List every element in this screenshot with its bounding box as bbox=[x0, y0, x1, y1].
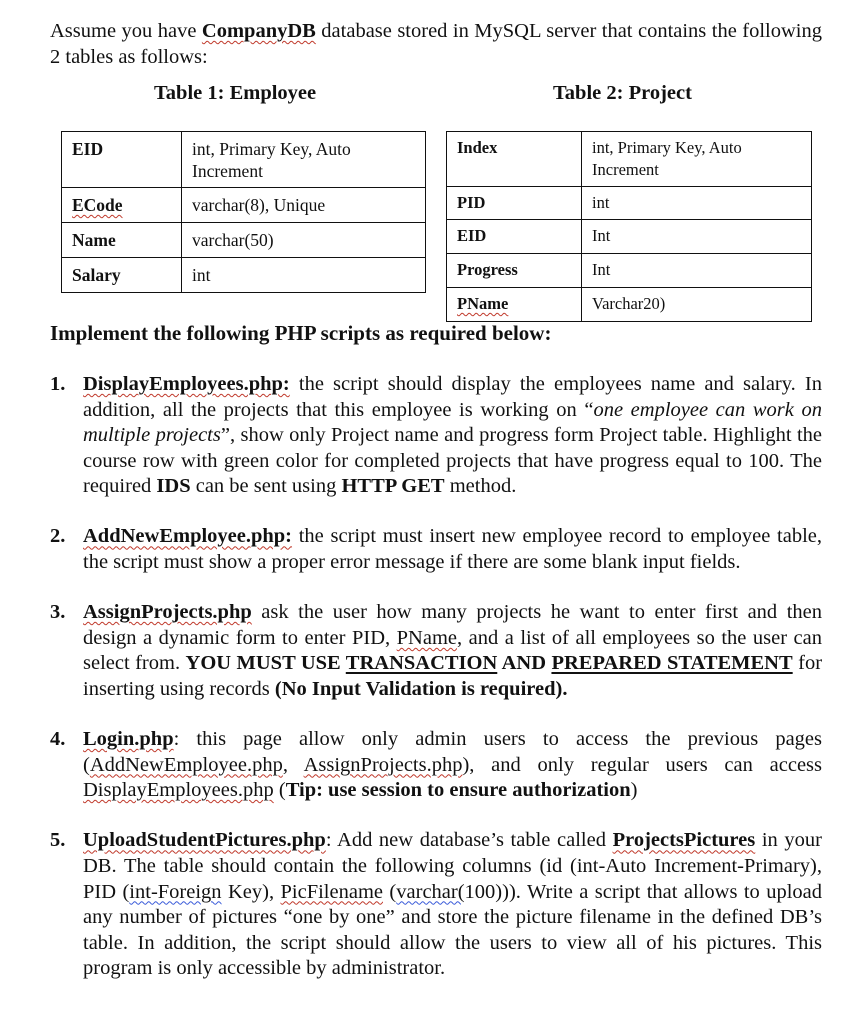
field-name: PName bbox=[457, 294, 509, 313]
task-term: PicFilename bbox=[280, 880, 383, 903]
task-text: , and a list of all employees so the user can select from. bbox=[83, 626, 822, 675]
task-text: ( bbox=[273, 779, 286, 802]
table-row bbox=[447, 288, 812, 322]
task-bold: HTTP GET bbox=[341, 475, 445, 498]
task-number: 5. bbox=[50, 829, 66, 852]
task-text: ask the user how many projects he want to enter first and then design a dynamic form to enter PID, bbox=[83, 601, 822, 649]
field-type: Varchar20) bbox=[582, 288, 812, 322]
task-number: 4. bbox=[50, 728, 66, 751]
task-text: Key), bbox=[221, 880, 281, 903]
field-type: Int bbox=[582, 220, 812, 254]
task-number: 1. bbox=[50, 373, 66, 395]
field-name: PID bbox=[447, 187, 582, 220]
table-row bbox=[447, 220, 812, 254]
task-bold: PREPARED STATEMENT bbox=[551, 652, 793, 675]
script-reference: DisplayEmployees.php bbox=[83, 779, 274, 802]
intro-paragraph bbox=[50, 18, 822, 70]
task-text: 100))). Write a script that allows to upload any number of pictures “one by one” and store the picture filename in the defined DB’s table. In addition, the script should allow the users to view all of his pictures. This program is only accessible by administrator. bbox=[83, 880, 823, 980]
task-bold: TRANSACTION bbox=[345, 652, 498, 675]
task-text: ”, show only Project name and progress form Project table. Highlight the course row with green color for completed projects that have progress equal to 100. The required bbox=[83, 424, 822, 498]
script-name: UploadStudentPictures.php bbox=[83, 829, 326, 852]
task-text: the script must insert new employee record to employee table, the script must show a proper error message if there are some blank input fields. bbox=[83, 525, 822, 574]
field-type: varchar(8), Unique bbox=[182, 188, 426, 223]
table-name: ProjectsPictures bbox=[612, 829, 756, 852]
script-reference: AssignProjects.php bbox=[303, 753, 463, 776]
script-reference: AddNewEmployee.php bbox=[89, 753, 283, 776]
task-text: for inserting using records bbox=[83, 652, 823, 700]
task-list bbox=[50, 372, 822, 1006]
task-term: varchar( bbox=[396, 880, 465, 903]
task-text: can be sent using bbox=[190, 475, 342, 498]
field-name: ECode bbox=[72, 195, 123, 215]
employee-table bbox=[61, 131, 426, 293]
field-type: int, Primary Key, Auto Increment bbox=[582, 132, 812, 187]
task-text: in your DB. The table should contain the following columns (id (int-Auto Increment-Primary), PID ( bbox=[83, 829, 822, 903]
task-text: ( bbox=[383, 880, 397, 903]
field-type: int, Primary Key, Auto Increment bbox=[182, 132, 426, 188]
table-row bbox=[62, 223, 426, 258]
db-name: CompanyDB bbox=[201, 20, 316, 42]
field-name: Salary bbox=[62, 258, 182, 293]
table-row bbox=[447, 254, 812, 288]
table-row bbox=[447, 187, 812, 220]
task-term: int-Foreign bbox=[129, 880, 222, 903]
table-row bbox=[62, 132, 426, 188]
field-name: EID bbox=[447, 220, 582, 254]
task-text: ) bbox=[630, 779, 638, 802]
field-name-cell bbox=[447, 288, 582, 322]
task-item bbox=[50, 372, 822, 500]
script-name: DisplayEmployees.php: bbox=[83, 373, 290, 395]
task-tip: Tip: use session to ensure authorization bbox=[285, 779, 631, 802]
field-name: EID bbox=[62, 132, 182, 188]
field-name-cell bbox=[62, 188, 182, 223]
field-name: Name bbox=[62, 223, 182, 258]
task-text: : Add new database’s table called bbox=[325, 829, 613, 852]
task-italic: one employee can work on multiple projects bbox=[83, 398, 822, 447]
field-type: Int bbox=[582, 254, 812, 288]
task-item bbox=[50, 828, 822, 982]
task-number: 2. bbox=[50, 525, 66, 548]
task-item bbox=[50, 727, 822, 804]
task-text: , bbox=[282, 753, 304, 776]
task-text: method. bbox=[444, 475, 517, 498]
implement-heading: Implement the following PHP scripts as required below: bbox=[50, 321, 552, 345]
task-bold: YOU MUST USE bbox=[185, 652, 346, 675]
script-name: Login.php bbox=[83, 728, 174, 751]
intro-text-2: database stored in MySQL server that contains the following 2 tables as follows: bbox=[50, 20, 822, 68]
project-table bbox=[446, 131, 812, 322]
script-name: AddNewEmployee.php: bbox=[83, 525, 293, 548]
table2-caption: Table 2: Project bbox=[553, 82, 692, 104]
task-item bbox=[50, 600, 822, 702]
task-text: the script should display the employees name and salary. In addition, all the projects that this employee is working on “ bbox=[83, 373, 822, 421]
task-bold: AND bbox=[497, 652, 552, 675]
task-text: : this page allow only admin users to access the previous pages ( bbox=[83, 728, 822, 776]
task-item bbox=[50, 524, 822, 575]
task-number: 3. bbox=[50, 601, 66, 624]
task-bold: (No Input Validation is required). bbox=[274, 677, 568, 700]
table1-caption: Table 1: Employee bbox=[154, 82, 317, 104]
pname-text: PName bbox=[396, 626, 457, 649]
field-type: int bbox=[582, 187, 812, 220]
task-text: ), and only regular users can access bbox=[462, 753, 822, 776]
field-name: Index bbox=[447, 132, 582, 187]
table-row bbox=[62, 188, 426, 223]
table-row bbox=[447, 132, 812, 187]
field-type: varchar(50) bbox=[182, 223, 426, 258]
task-bold: IDS bbox=[156, 475, 191, 498]
table-row bbox=[62, 258, 426, 293]
script-name: AssignProjects.php bbox=[83, 601, 252, 624]
intro-text-1: Assume you have bbox=[50, 20, 202, 42]
field-name: Progress bbox=[447, 254, 582, 288]
field-type: int bbox=[182, 258, 426, 293]
